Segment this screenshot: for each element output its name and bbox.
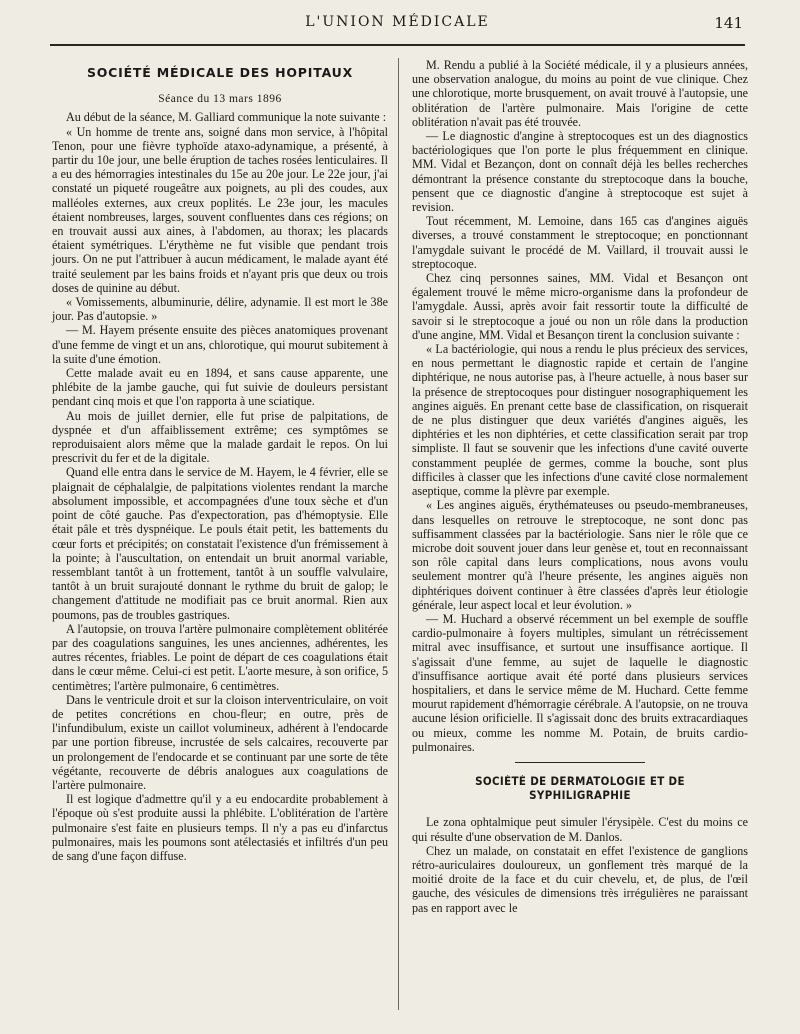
paragraph: Chez un malade, on constatait en effet l'existence de ganglions rétro-auriculaires douloureux, un gonflement très marqué de la moitié droite de la face et du cuir chevelu, et, de plus, de l'œil gauche, des vésicules de dimensions très irrégulières ne paraissant pas en rapport avec le — [412, 843, 748, 915]
paragraph: Chez cinq personnes saines, MM. Vidal et Besançon ont également trouvé le même micro-organisme dans la profondeur de l'amygdale. Aussi, après avoir fait ressortir toute la difficulté de savoir si le streptocoque a joué ou non un rôle dans la production d'une angine, MM. Vidal et Besançon tirent la conclusion suivante : — [412, 271, 748, 342]
paragraph: « Un homme de trente ans, soigné dans mon service, à l'hôpital Tenon, pour une fièvre typhoïde ataxo-adynamique, a présenté, à partir du 10e jour, une belle éruption de taches rosées lenticulaires. Il a eu des hémorragies intestinales du 15e au 20e jour. Le 22e jour, j'ai constaté un piqueté rougeâtre aux poignets, au pli des coudes, aux malléoles externes, aux creux poplités. Le 23e jour, les macules étaient nombreuses, larges, souvent confluentes dans ces régions; on en trouvait aussi aux aines, à l'abdomen, au thorax; les placards étaient symétriques. L'érythème ne fut visible que pendant trois jours. On ne put l'attribuer à aucun médicament, le malade ayant été traité seulement par les bains froids et n'ayant pris que deux ou trois doses de quinine au début. — [52, 124, 388, 295]
paragraph: Il est logique d'admettre qu'il y a eu endocardite probablement à l'époque où s'est produite aussi la phlébite. L'oblitération de l'artère pulmonaire s'est faite en plusieurs temps. Il n'y a pas eu d'infarctus pulmonaires, mais les poumons sont atélectasiés et infiltrés d'un peu de sang d'une façon diffuse. — [52, 792, 388, 863]
column-divider — [398, 58, 399, 1010]
paragraph: Le zona ophtalmique peut simuler l'érysipèle. C'est du moins ce qui résulte d'une observation de M. Danlos. — [412, 815, 748, 844]
running-head — [50, 14, 745, 42]
journal-title: L'UNION MÉDICALE — [305, 14, 490, 30]
paragraph: « La bactériologie, qui nous a rendu le plus précieux des services, en nous permettant le diagnostic rapide et certain de l'angine diphtérique, ne nous autorise pas, à l'heure actuelle, à nous baser sur la présence de streptocoques pour distinguer nosographiquement les angines aiguës. En prenant cette base de classification, on risquerait de ne plus distinguer que deux variétés d'angines aiguës, les diphtéries et les non diphtéries, et cette classification serait par trop simpliste. Il faut se souvenir que les infections d'une cavité ouverte constamment peuplée de germes, comme la bouche, sont plus difficiles à classer que les infections d'une cavité close normalement aseptique, comme la plèvre par exemple. — [412, 342, 748, 499]
page-number: 141 — [714, 14, 743, 32]
paragraph: Cette malade avait eu en 1894, et sans cause apparente, une phlébite de la jambe gauche, qui fut suivie de douleurs persistant pendant cinq mois et que l'on rapporta à une sciatique. — [52, 366, 388, 409]
paragraph: Quand elle entra dans le service de M. Hayem, le 4 février, elle se plaignait de céphalalgie, de palpitations violentes rendant la marche absolument impossible, et accompagnées d'une toux sèche et d'un point de côté gauche. Pas d'expectoration, pas d'hémoptysie. Elle était pâle et très dyspnéique. Le pouls était petit, les battements du cœur forts et précipités; on constatait l'existence d'un frémissement à la pointe; à l'auscultation, on entendait un bruit anormal variable, ressemblant tantôt à un frottement, tantôt à un souffle valvulaire, tantôt à un bruit surajouté donnant le rythme du bruit de galop; le changement d'attitude ne modifiait pas ce bruit anormal. Rien aux poumons, pas de troubles gastriques. — [52, 465, 388, 622]
section-title-dermatologie: SOCIÉTÉ DE DERMATOLOGIE ET DE SYPHILIGRAPHIE — [475, 774, 685, 803]
paragraph: A l'autopsie, on trouva l'artère pulmonaire complètement oblitérée par des coagulations sanguines, les unes anciennes, adhérentes, les autres récentes, friables. Le point de départ de ces coagulations était dans le cœur même. Celui-ci est petit. L'aorte mesure, à son orifice, 5 centimètres; l'artère pulmonaire, 6 centimètres. — [52, 621, 388, 693]
paragraph: — M. Hayem présente ensuite des pièces anatomiques provenant d'une femme de vingt et un ans, chlorotique, qui mourut subitement à la suite d'une émotion. — [52, 323, 388, 366]
paragraph: Au début de la séance, M. Galliard communique la note suivante : — [66, 110, 387, 125]
paragraph: « Les angines aiguës, érythémateuses ou pseudo-membraneuses, dans lesquelles on retrouve le streptocoque, ne sont donc pas suffisamment classées par la bactériologie. Sans nier le rôle que ce microbe doit souvent jouer dans leur genèse et, tout en reconnaissant son rôle capital dans leurs complications, nous avons voulu seulement montrer qu'à l'heure présente, les angines aiguës non diphtériques doivent continuer à être classées d'après leur étiologie générale, leur aspect local et leur évolution. » — [412, 498, 748, 612]
right-column — [412, 58, 748, 915]
section-title-societe-medicale: SOCIÉTÉ MÉDICALE DES HOPITAUX — [86, 65, 354, 80]
header-rule — [50, 44, 745, 46]
paragraph: M. Rendu a publié à la Société médicale, il y a plusieurs années, une observation analogue, du moins au point de vue clinique. Chez une chlorotique, morte brusquement, on avait trouvé à l'autopsie, une oblitération de l'artère pulmonaire. Mais l'origine de cette oblitération n'avait pas été trouvée. — [412, 58, 748, 129]
paragraph: Au mois de juillet dernier, elle fut prise de palpitations, de dyspnée et d'un affaiblissement extrême; ces symptômes se reproduisaient alors même que la malade gardait le repos. On lui prescrivit du fer et de la digitale. — [52, 408, 388, 466]
paragraph: — M. Huchard a observé récemment un bel exemple de souffle cardio-pulmonaire à foyers multiples, simulant un rétrécissement mitral avec insuffisance, et surtout une insuffisance aortique. Il s'agissait d'une femme, au sujet de laquelle le diagnostic d'insuffisance aortique avait été porté dans plusieurs services hospitaliers, et dans le service même de M. Huchard. Cette femme mourut rapidement d'hémorragie cérébrale. A l'autopsie, on ne trouva aucune lésion orificielle. Il s'agissait donc des bruits extracardiaques ou mieux, comme les nomme M. Potain, de bruits cardio-pulmonaires. — [412, 611, 748, 754]
paragraph: — Le diagnostic d'angine à streptocoques est un des diagnostics bactériologiques que l'on porte le plus fréquemment en clinique. MM. Vidal et Bezançon, dont on connaît déjà les belles recherches démontrant la présence constante du streptocoque dans la bouche, pensent que ce diagnostic d'angine à streptocoque est sujet à revision. — [412, 129, 748, 215]
left-column — [52, 58, 388, 863]
paragraph: Dans le ventricule droit et sur la cloison interventriculaire, on voit de petites concrétions en chou-fleur; en outre, près de l'infundibulum, existe un caillot volumineux, adhérent à l'endocarde par une portion fibreuse, incrustée de sels calcaires, recouverte par un prolongement de l'endocarde et se continuant par une sorte de tête végétante, recouverte de débris analogues aux coagulations de l'artère pulmonaire. — [52, 692, 388, 792]
paragraph: « Vomissements, albuminurie, délire, adynamie. Il est mort le 38e jour. Pas d'autopsie. » — [52, 295, 388, 324]
paragraph: Tout récemment, M. Lemoine, dans 165 cas d'angines aiguës diverses, a trouvé constamment le streptocoque; en ponctionnant l'amygdale suivant le procédé de M. Vaillard, il trouvait aussi le streptocoque. — [412, 214, 748, 271]
section-rule — [515, 762, 645, 763]
session-date: Séance du 13 mars 1896 — [158, 93, 282, 106]
